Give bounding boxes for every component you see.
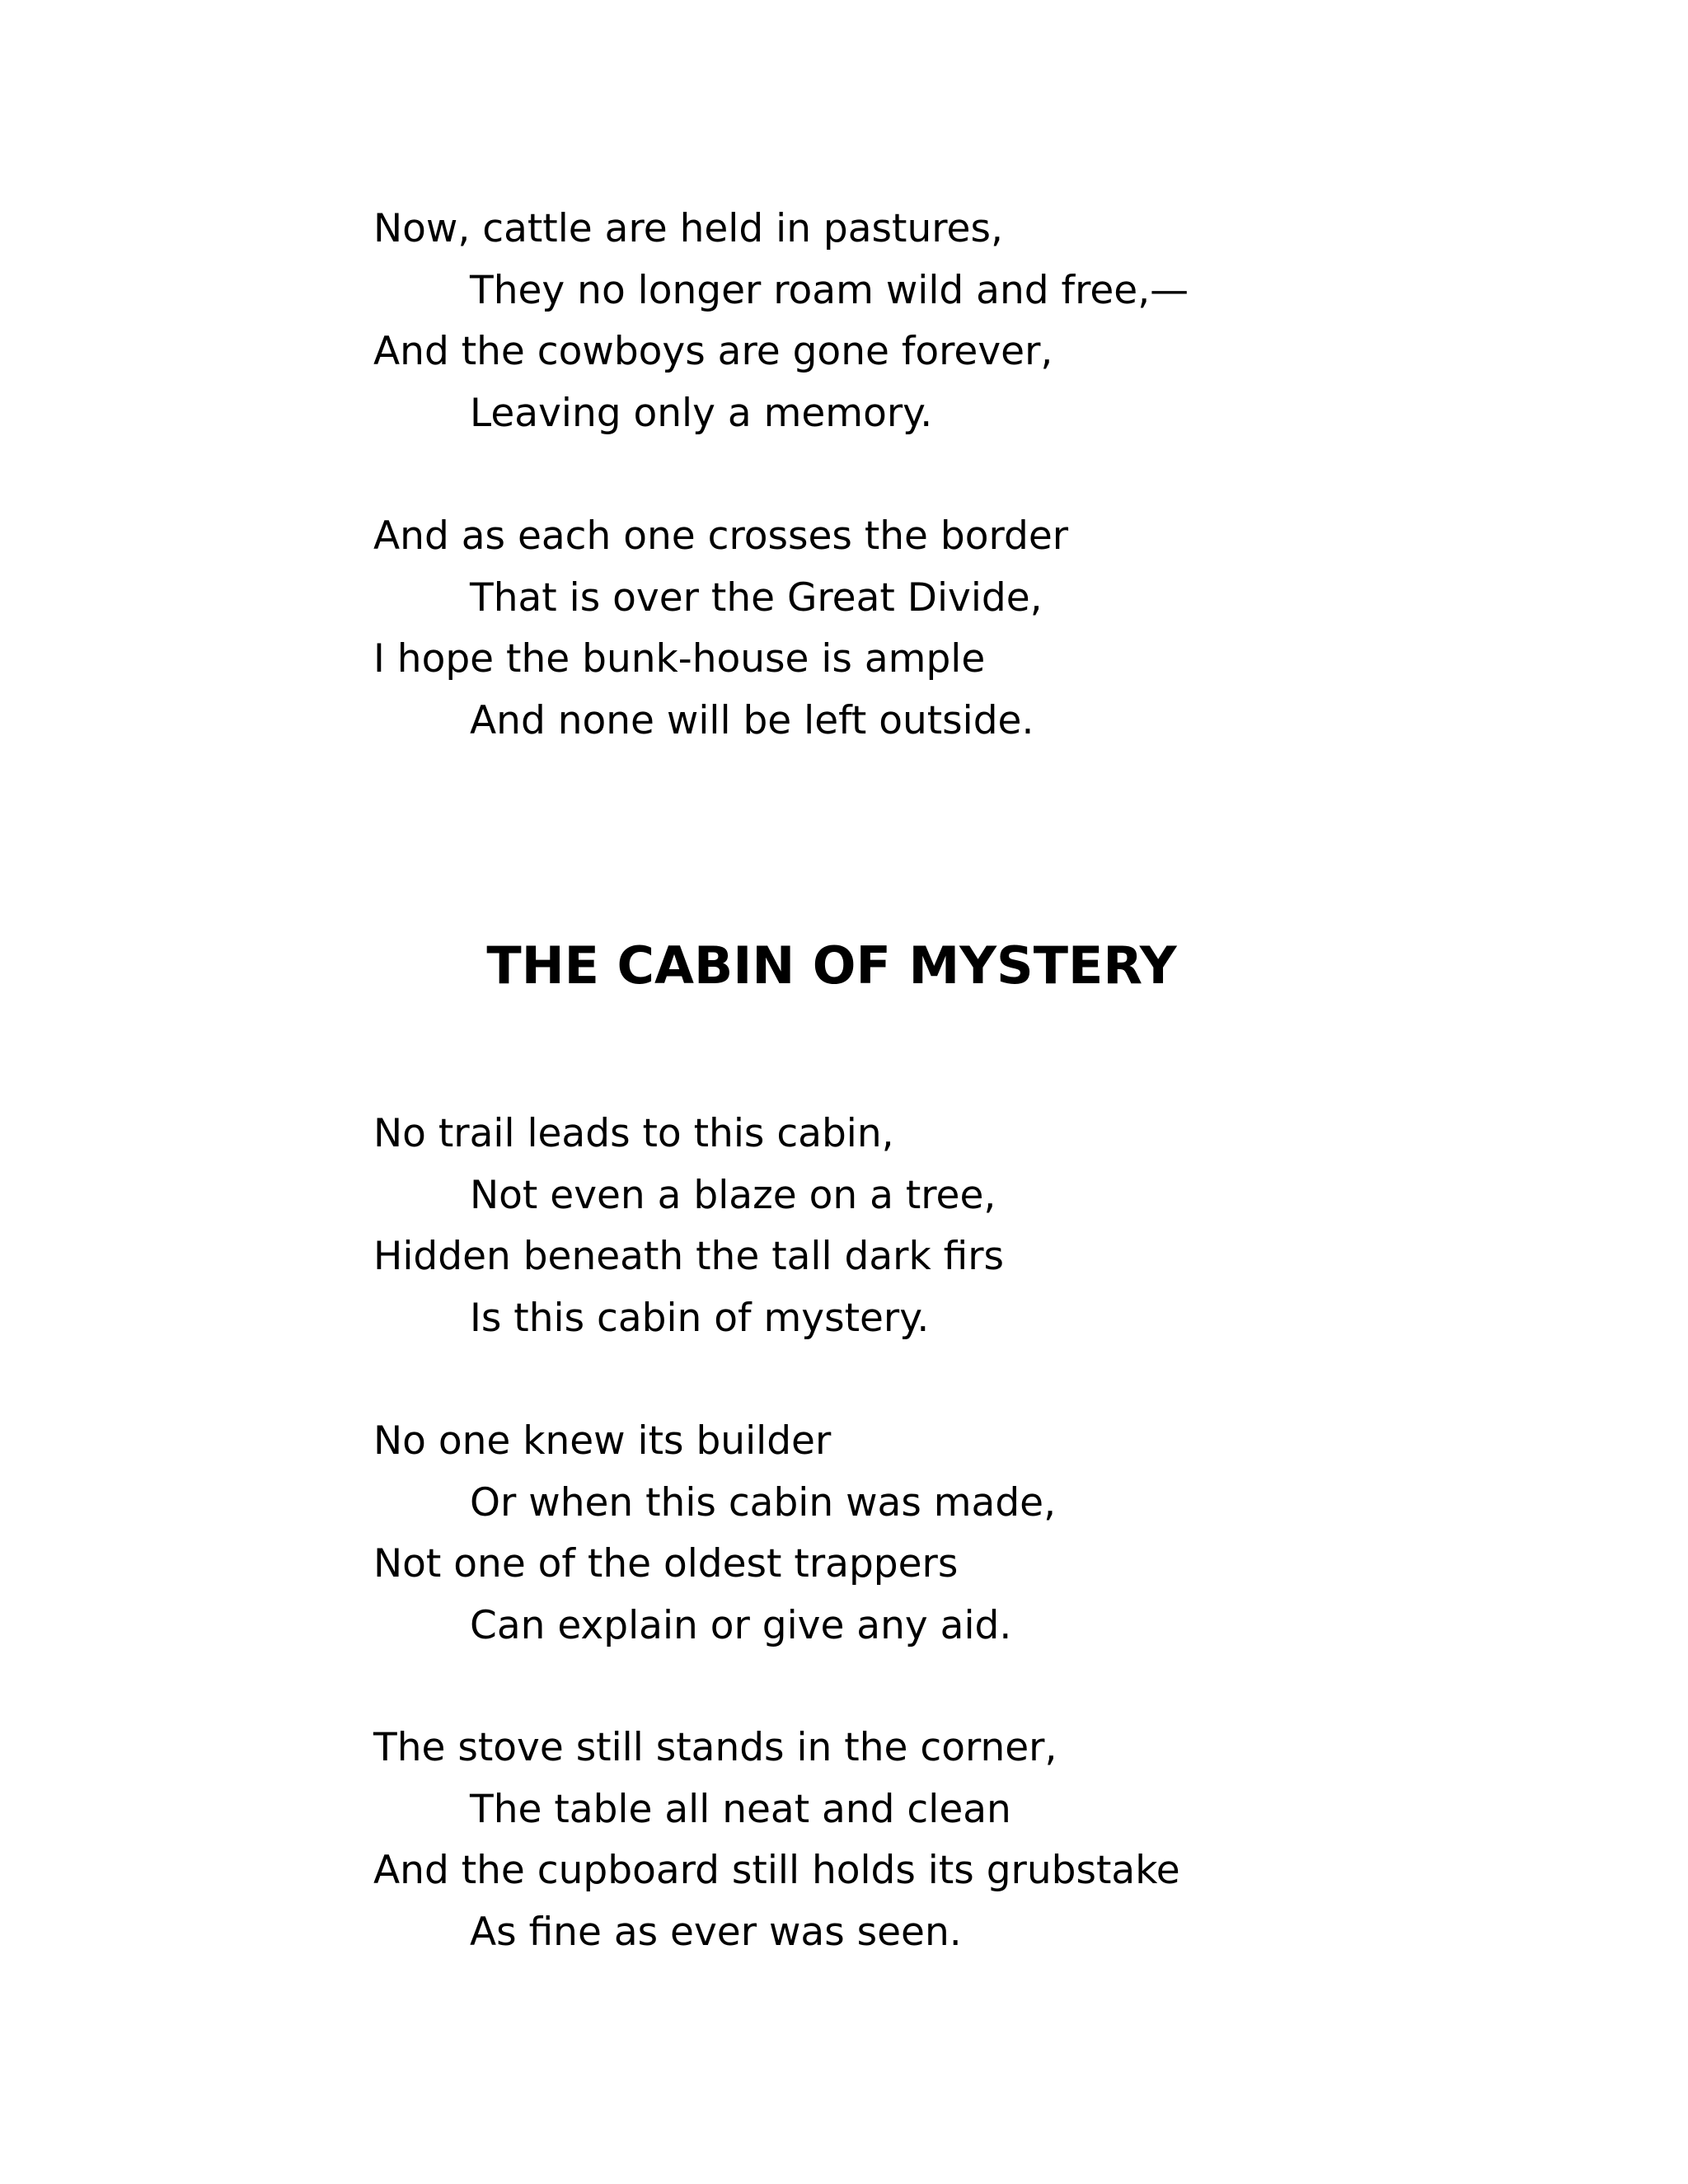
poem-line: The stove still stands in the corner, [373, 1725, 1057, 1770]
poem-line: Can explain or give any aid. [470, 1602, 1012, 1648]
poem-line: Is this cabin of mystery. [470, 1295, 930, 1341]
poem-line: That is over the Great Divide, [470, 574, 1043, 621]
poem-line: And the cupboard still holds its grubstake [373, 1848, 1180, 1893]
poem-title: THE CABIN OF MYSTERY [486, 935, 1177, 996]
poem-line: And as each one crosses the border [373, 513, 1069, 559]
poem-line: Leaving only a memory. [470, 390, 933, 436]
previous-poem-stanza-1 [373, 199, 1189, 444]
poem-line: Now, cattle are held in pastures, [373, 206, 1003, 251]
poem-line: No one knew its builder [373, 1418, 832, 1464]
previous-poem-stanza-2 [373, 506, 1068, 752]
poem-line: And the cowboys are gone forever, [373, 329, 1053, 374]
poem-stanza-3 [373, 1718, 1180, 1963]
poem-line: The table all neat and clean [470, 1786, 1011, 1832]
poem-line: No trail leads to this cabin, [373, 1111, 894, 1156]
poem-line: Or when this cabin was made, [470, 1479, 1057, 1526]
poem-line: I hope the bunk-house is ample [373, 636, 986, 682]
poem-stanza-1 [373, 1104, 1004, 1349]
poem-stanza-2 [373, 1411, 1056, 1657]
poem-line: As fine as ever was seen. [470, 1909, 962, 1955]
poem-line: Hidden beneath the tall dark firs [373, 1234, 1005, 1279]
poem-line: And none will be left outside. [470, 697, 1034, 743]
poem-line: Not even a blaze on a tree, [470, 1172, 996, 1218]
poem-line: Not one of the oldest trappers [373, 1541, 959, 1586]
poem-line: They no longer roam wild and free,— [470, 267, 1189, 313]
